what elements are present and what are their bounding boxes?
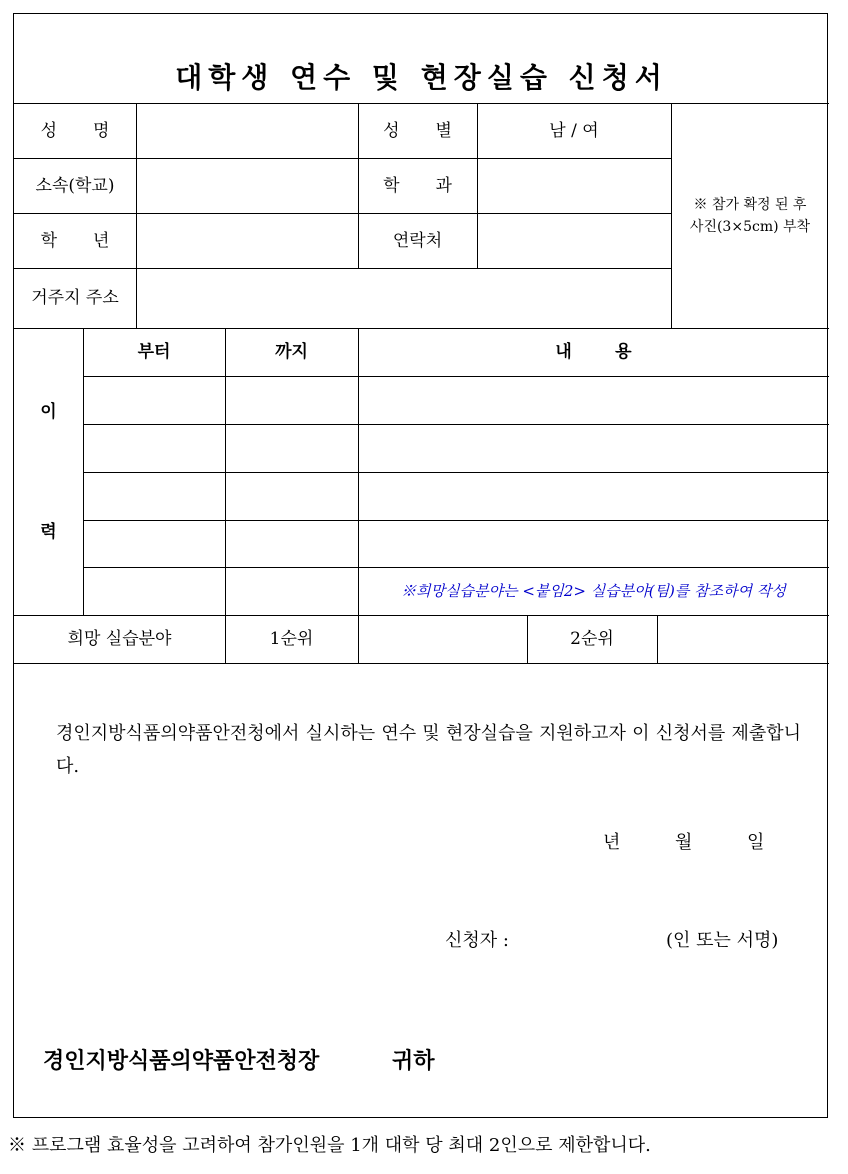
- divider: [83, 328, 84, 615]
- history-col-to: 까지: [275, 342, 308, 362]
- divider: [83, 424, 829, 425]
- declaration-text: 경인지방식품의약품안전청에서 실시하는 연수 및 현장실습을 지원하고자 이 신청서를 제출합니다.: [56, 723, 801, 777]
- contact-field[interactable]: [484, 218, 664, 264]
- preference-first-label: 1순위: [269, 629, 314, 649]
- preference-label: 희망 실습분야: [67, 629, 172, 649]
- divider: [14, 615, 829, 616]
- address-field[interactable]: [145, 274, 665, 322]
- application-form: [13, 13, 828, 1118]
- applicant-label: 신청자 :: [445, 930, 509, 951]
- school-field[interactable]: [145, 163, 351, 209]
- divider: [14, 328, 829, 329]
- applicant-name-field[interactable]: [534, 924, 664, 958]
- history-side-label-bottom: 력: [40, 522, 57, 542]
- history-field-note: ※희망실습분야는 <붙임2> 실습분야(팀)를 참조하여 작성: [401, 582, 786, 600]
- grade-field[interactable]: [145, 218, 351, 264]
- history-col-content: 내 용: [555, 342, 632, 362]
- divider: [14, 158, 671, 159]
- gender-value[interactable]: 남 / 여: [549, 121, 599, 141]
- footer-note: ※ 프로그램 효율성을 고려하여 참가인원을 1개 대학 당 최대 2인으로 제한합니다.: [8, 1135, 651, 1156]
- recipient-suffix: 귀하: [392, 1048, 435, 1074]
- address-label: 거주지 주소: [31, 288, 119, 308]
- date-day: 일: [747, 832, 765, 853]
- date-year: 년: [603, 832, 621, 853]
- gender-label: 성 별: [383, 121, 468, 141]
- preference-second-field[interactable]: [663, 620, 823, 658]
- divider: [83, 376, 829, 377]
- signature-label: (인 또는 서명): [666, 930, 779, 951]
- divider: [358, 328, 359, 663]
- photo-attach-note: ※ 참가 확정 된 후 사진(3×5cm) 부착: [689, 197, 811, 235]
- department-field[interactable]: [484, 163, 664, 209]
- name-label: 성 명: [40, 121, 125, 141]
- school-label: 소속(학교): [35, 176, 115, 196]
- divider: [14, 268, 671, 269]
- divider: [83, 520, 829, 521]
- divider: [83, 567, 829, 568]
- date-month: 월: [675, 832, 693, 853]
- form-title: 대학생 연수 및 현장실습 신청서: [175, 61, 668, 94]
- history-side-label-top: 이: [40, 402, 57, 422]
- contact-label: 연락처: [392, 231, 443, 251]
- name-field[interactable]: [145, 108, 351, 154]
- divider: [136, 103, 137, 328]
- divider: [225, 328, 226, 663]
- department-label: 학 과: [383, 176, 468, 196]
- preference-first-field[interactable]: [364, 620, 521, 658]
- divider: [657, 615, 658, 663]
- divider: [83, 472, 829, 473]
- recipient-name: 경인지방식품의약품안전청장: [43, 1048, 320, 1074]
- grade-label: 학 년: [40, 231, 125, 251]
- preference-second-label: 2순위: [570, 629, 614, 649]
- divider: [14, 213, 671, 214]
- divider: [14, 663, 829, 664]
- history-col-from: 부터: [137, 342, 171, 362]
